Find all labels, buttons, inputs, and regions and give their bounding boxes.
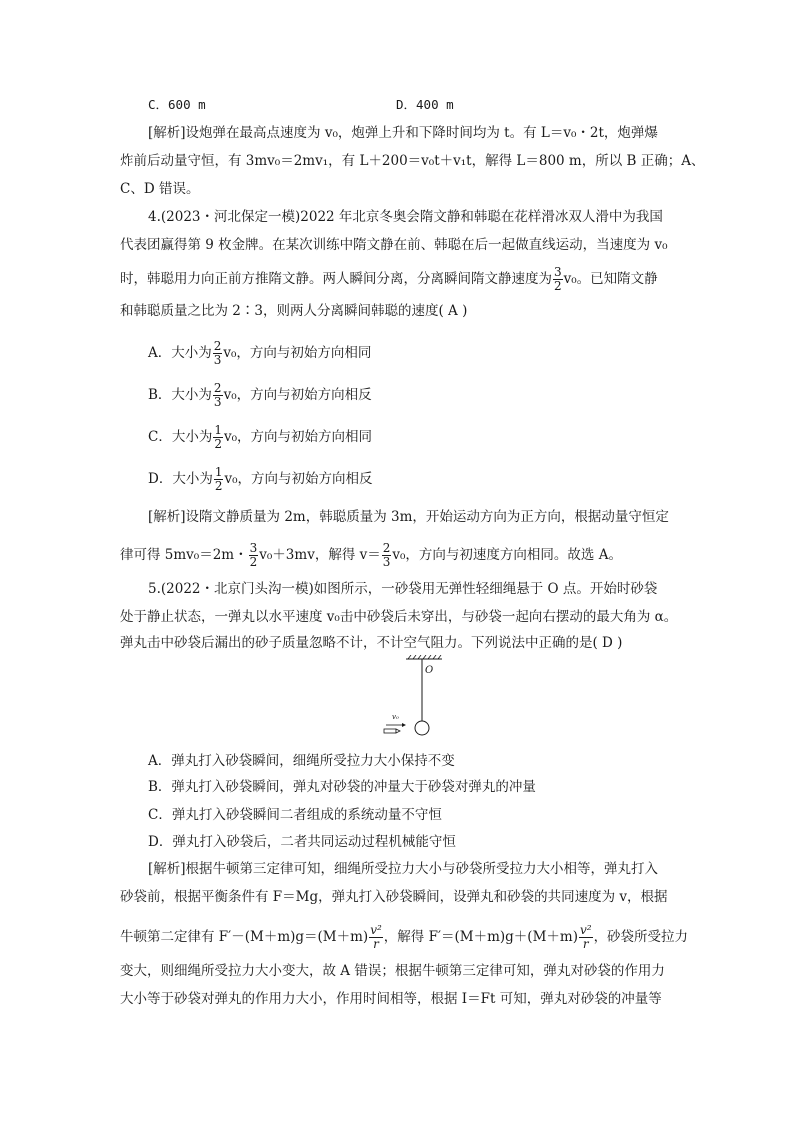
q4-option-c-num: 1 [214, 423, 222, 437]
q4-stem-line-4: 和韩聪质量之比为 2∶3，则两人分离瞬间韩聪的速度( A ) [120, 303, 468, 319]
q3-analysis-line-3: C、D 错误。 [120, 181, 200, 197]
q4-option-a-den: 3 [213, 353, 222, 367]
q5-analysis-fraction-2 [579, 924, 593, 951]
q4-analysis-line-2 [120, 542, 622, 569]
q5-analysis-line-5: 大小等于砂袋对弹丸的作用力大小，作用时间相等，根据 I＝Ft 可知，弹丸对砂袋的冲量等 [120, 991, 662, 1007]
sandbag [415, 721, 429, 735]
q4-analysis-line-1: [解析]设隋文静质量为 2m，韩聪质量为 3m，开始运动方向为正方向，根据动量守恒定 [148, 509, 669, 525]
q4-stem-line-2: 代表团赢得第 9 枚金牌。在某次训练中隋文静在前、韩聪在后一起做直线运动，当速度为 v₀ [120, 237, 668, 253]
q4-option-b-fraction [213, 382, 223, 409]
q5-analysis-line-3-text-c: ，砂袋所受拉力 [593, 929, 689, 945]
q5-analysis-fraction-1-den: r [373, 937, 379, 951]
q4-option-c-fraction [213, 424, 223, 451]
q3-analysis-line-1: [解析]设炮弹在最高点速度为 v₀，炮弹上升和下降时间均为 t。有 L＝v₀・2t，炮弹爆 [148, 125, 658, 141]
q4-option-d-den: 2 [214, 479, 223, 493]
q5-analysis-line-3 [120, 924, 688, 951]
q5-analysis-fraction-2-num: v² [579, 923, 592, 937]
q4-option-d-prefix: D．大小为 [148, 471, 213, 487]
q5-stem-line-2: 处于静止状态，一弹丸以水平速度 v₀击中砂袋后未穿出，与砂袋一起向右摆动的最大角为 α。 [120, 609, 678, 625]
q4-option-a-suffix: v₀，方向与初始方向相同 [223, 345, 372, 361]
bullet [384, 723, 406, 733]
q4-analysis-fraction-1-num: 3 [249, 541, 258, 555]
q5-analysis-line-3-text-b: ，解得 F′＝(M＋m)g＋(M＋m) [383, 929, 578, 945]
pivot-label-o: O [425, 665, 434, 676]
q5-stem-line-3: 弹丸击中砂袋后漏出的砂子质量忽略不计，不计空气阻力。下列说法中正确的是( D ) [120, 635, 623, 651]
pendulum-diagram [380, 655, 450, 745]
q4-option-b-den: 3 [213, 395, 222, 409]
velocity-label-v0: v₀ [392, 713, 399, 721]
q5-option-d: D．弹丸打入砂袋后，二者共同运动过程机械能守恒 [148, 834, 456, 850]
q4-stem-line-3-text-a: 时，韩聪用力向正前方推隋文静。两人瞬间分离，分离瞬间隋文静速度为 [120, 271, 552, 287]
q4-option-d [148, 466, 373, 493]
q5-analysis-line-3-text-a: 牛顿第二定律有 F′－(M＋m)g＝(M＋m) [120, 929, 369, 945]
q4-option-b-suffix: v₀，方向与初始方向相反 [223, 387, 372, 403]
q5-stem-line-1: 5.(2022・北京门头沟一模)如图所示，一砂袋用无弹性轻细绳悬于 O 点。开始时砂袋 [148, 581, 658, 597]
q3-option-c: C．600 m [148, 97, 206, 112]
q4-stem-fraction-num: 3 [554, 265, 562, 279]
q4-analysis-fraction-2 [382, 542, 392, 569]
q5-option-c: C．弹丸打入砂袋瞬间二者组成的系统动量不守恒 [148, 807, 442, 823]
q4-option-b-num: 2 [213, 381, 222, 395]
q4-option-c-den: 2 [214, 437, 222, 451]
q4-option-c [148, 424, 372, 451]
q5-analysis-fraction-1-num: v² [370, 923, 382, 937]
q4-stem-fraction-den: 2 [554, 279, 562, 293]
q4-analysis-line-2-text-c: v₀，方向与初速度方向相同。故选 A。 [392, 547, 622, 563]
q4-stem-line-3-text-b: v₀。已知隋文静 [563, 271, 658, 287]
q4-option-a-prefix: A．大小为 [148, 345, 212, 361]
q4-option-a-fraction [213, 340, 223, 367]
q4-analysis-line-2-text-b: v₀＋3mv，解得 v＝ [259, 547, 381, 563]
q5-option-a: A．弹丸打入砂袋瞬间，细绳所受拉力大小保持不变 [148, 753, 455, 769]
q4-option-a [148, 340, 371, 367]
q4-option-b [148, 382, 372, 409]
q5-analysis-fraction-2-den: r [582, 937, 589, 951]
q5-option-b: B．弹丸打入砂袋瞬间，弹丸对砂袋的冲量大于砂袋对弹丸的冲量 [148, 779, 536, 795]
q4-analysis-fraction-1 [249, 542, 259, 569]
q4-analysis-fraction-1-den: 2 [249, 555, 258, 569]
q5-analysis-line-2: 砂袋前，根据平衡条件有 F＝Mg，弹丸打入砂袋瞬间，设弹丸和砂袋的共同速度为 v，根据 [120, 889, 668, 905]
ceiling-support [406, 655, 442, 659]
q4-option-c-prefix: C．大小为 [148, 429, 213, 445]
q4-analysis-fraction-2-num: 2 [382, 541, 391, 555]
q4-analysis-line-2-text-a: 律可得 5mv₀＝2m・ [120, 547, 248, 563]
q4-stem-line-1: 4.(2023・河北保定一模)2022 年北京冬奥会隋文静和韩聪在花样滑冰双人滑中为我国 [148, 209, 663, 225]
q4-stem-fraction [553, 266, 563, 293]
q5-analysis-fraction-1 [369, 924, 383, 951]
q4-analysis-fraction-2-den: 3 [382, 555, 391, 569]
q4-option-d-num: 1 [214, 465, 223, 479]
q5-analysis-line-1: [解析]根据牛顿第三定律可知，细绳所受拉力大小与砂袋所受拉力大小相等，弹丸打入 [148, 861, 659, 877]
q4-option-b-prefix: B．大小为 [148, 387, 212, 403]
q4-stem-line-3 [120, 266, 658, 293]
q5-analysis-line-4: 变大，则细绳所受拉力大小变大，故 A 错误；根据牛顿第三定律可知，弹丸对砂袋的作用力 [120, 963, 665, 979]
q3-option-d: D．400 m [396, 97, 454, 112]
q4-option-d-fraction [214, 466, 224, 493]
q4-option-d-suffix: v₀，方向与初始方向相反 [224, 471, 373, 487]
q4-option-a-num: 2 [213, 339, 222, 353]
q4-option-c-suffix: v₀，方向与初始方向相同 [223, 429, 373, 445]
q3-analysis-line-2: 炸前后动量守恒，有 3mv₀＝2mv₁，有 L＋200＝v₀t＋v₁t，解得 L＝800 m，所以 B 正确；A、 [120, 153, 705, 169]
